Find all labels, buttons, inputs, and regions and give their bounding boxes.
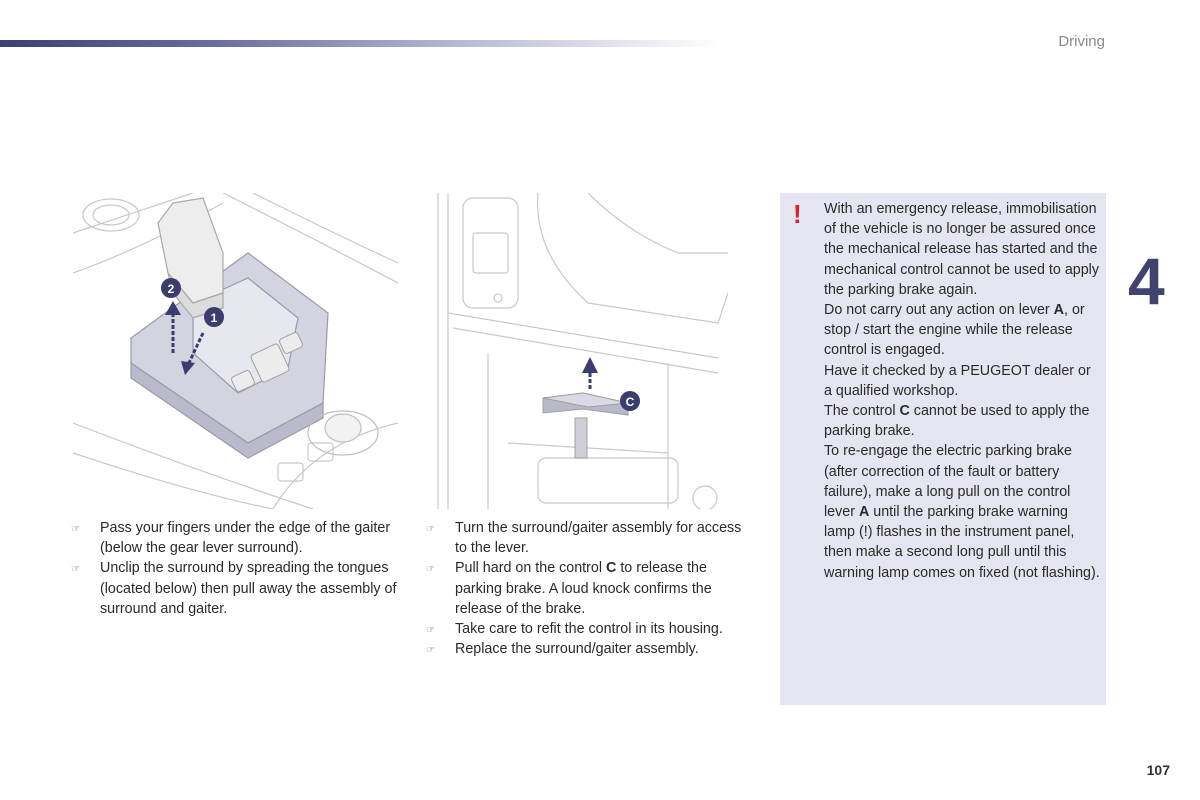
list-item: ☞ Replace the surround/gaiter assembly.: [426, 639, 756, 659]
release-control-drawing: [428, 193, 728, 509]
pointing-hand-icon: ☞: [426, 625, 435, 637]
list-item: ☞ Turn the surround/gaiter assembly for access to the lever.: [426, 520, 742, 557]
instruction-list-left: [71, 518, 401, 619]
instruction-list-right: [426, 518, 756, 659]
pointing-hand-icon: ☞: [426, 564, 435, 576]
warning-text: With an emergency release, immobilisation of the vehicle is no longer be assured once the mechanical release has started and the mechanical control cannot be used to apply the parking brake again. Do not carry out any action on lever A, or stop / start the engine while the release control is engaged. Have it checked by a PEUGEOT dealer or a qualified workshop. The control C cannot be used to apply the parking brake. To re-engage the electric parking brake (after correction of the fault or battery failure), make a long pull on the control lever A until the parking brake warning lamp (!) flashes in the instrument panel, then make a second long pull until this warning lamp comes on fixed (not flashing).: [824, 201, 1100, 581]
pointing-hand-icon: ☞: [426, 524, 435, 535]
pointing-hand-icon: ☞: [71, 524, 80, 535]
pointing-hand-icon: ☞: [71, 564, 80, 576]
page-number: 107: [1146, 762, 1170, 778]
callout-label-1: 1: [210, 311, 218, 325]
list-item: ☞ Pull hard on the control C to release the parking brake. A loud knock confirms the release of the brake.: [426, 560, 712, 617]
warning-exclamation-icon: !: [793, 199, 802, 229]
pointing-hand-icon: ☞: [426, 645, 435, 657]
callout-label-2: 2: [167, 282, 175, 296]
list-item: ☞ Take care to refit the control in its housing.: [426, 619, 756, 639]
callout-label-c: C: [625, 395, 635, 409]
chapter-number: 4: [1128, 244, 1165, 318]
list-item: ☞ Pass your fingers under the edge of the gaiter (below the gear lever surround).: [71, 520, 391, 557]
header-gradient-bar: [0, 40, 720, 47]
list-item: ☞ Unclip the surround by spreading the tongues (located below) then pull away the assembly of surround and gaiter.: [71, 560, 397, 617]
section-title: Driving: [1058, 33, 1105, 50]
warning-box: [780, 193, 1106, 705]
gear-lever-surround-illustration: [73, 193, 398, 509]
gear-lever-drawing: [73, 193, 398, 509]
parking-brake-release-illustration: [428, 193, 728, 509]
